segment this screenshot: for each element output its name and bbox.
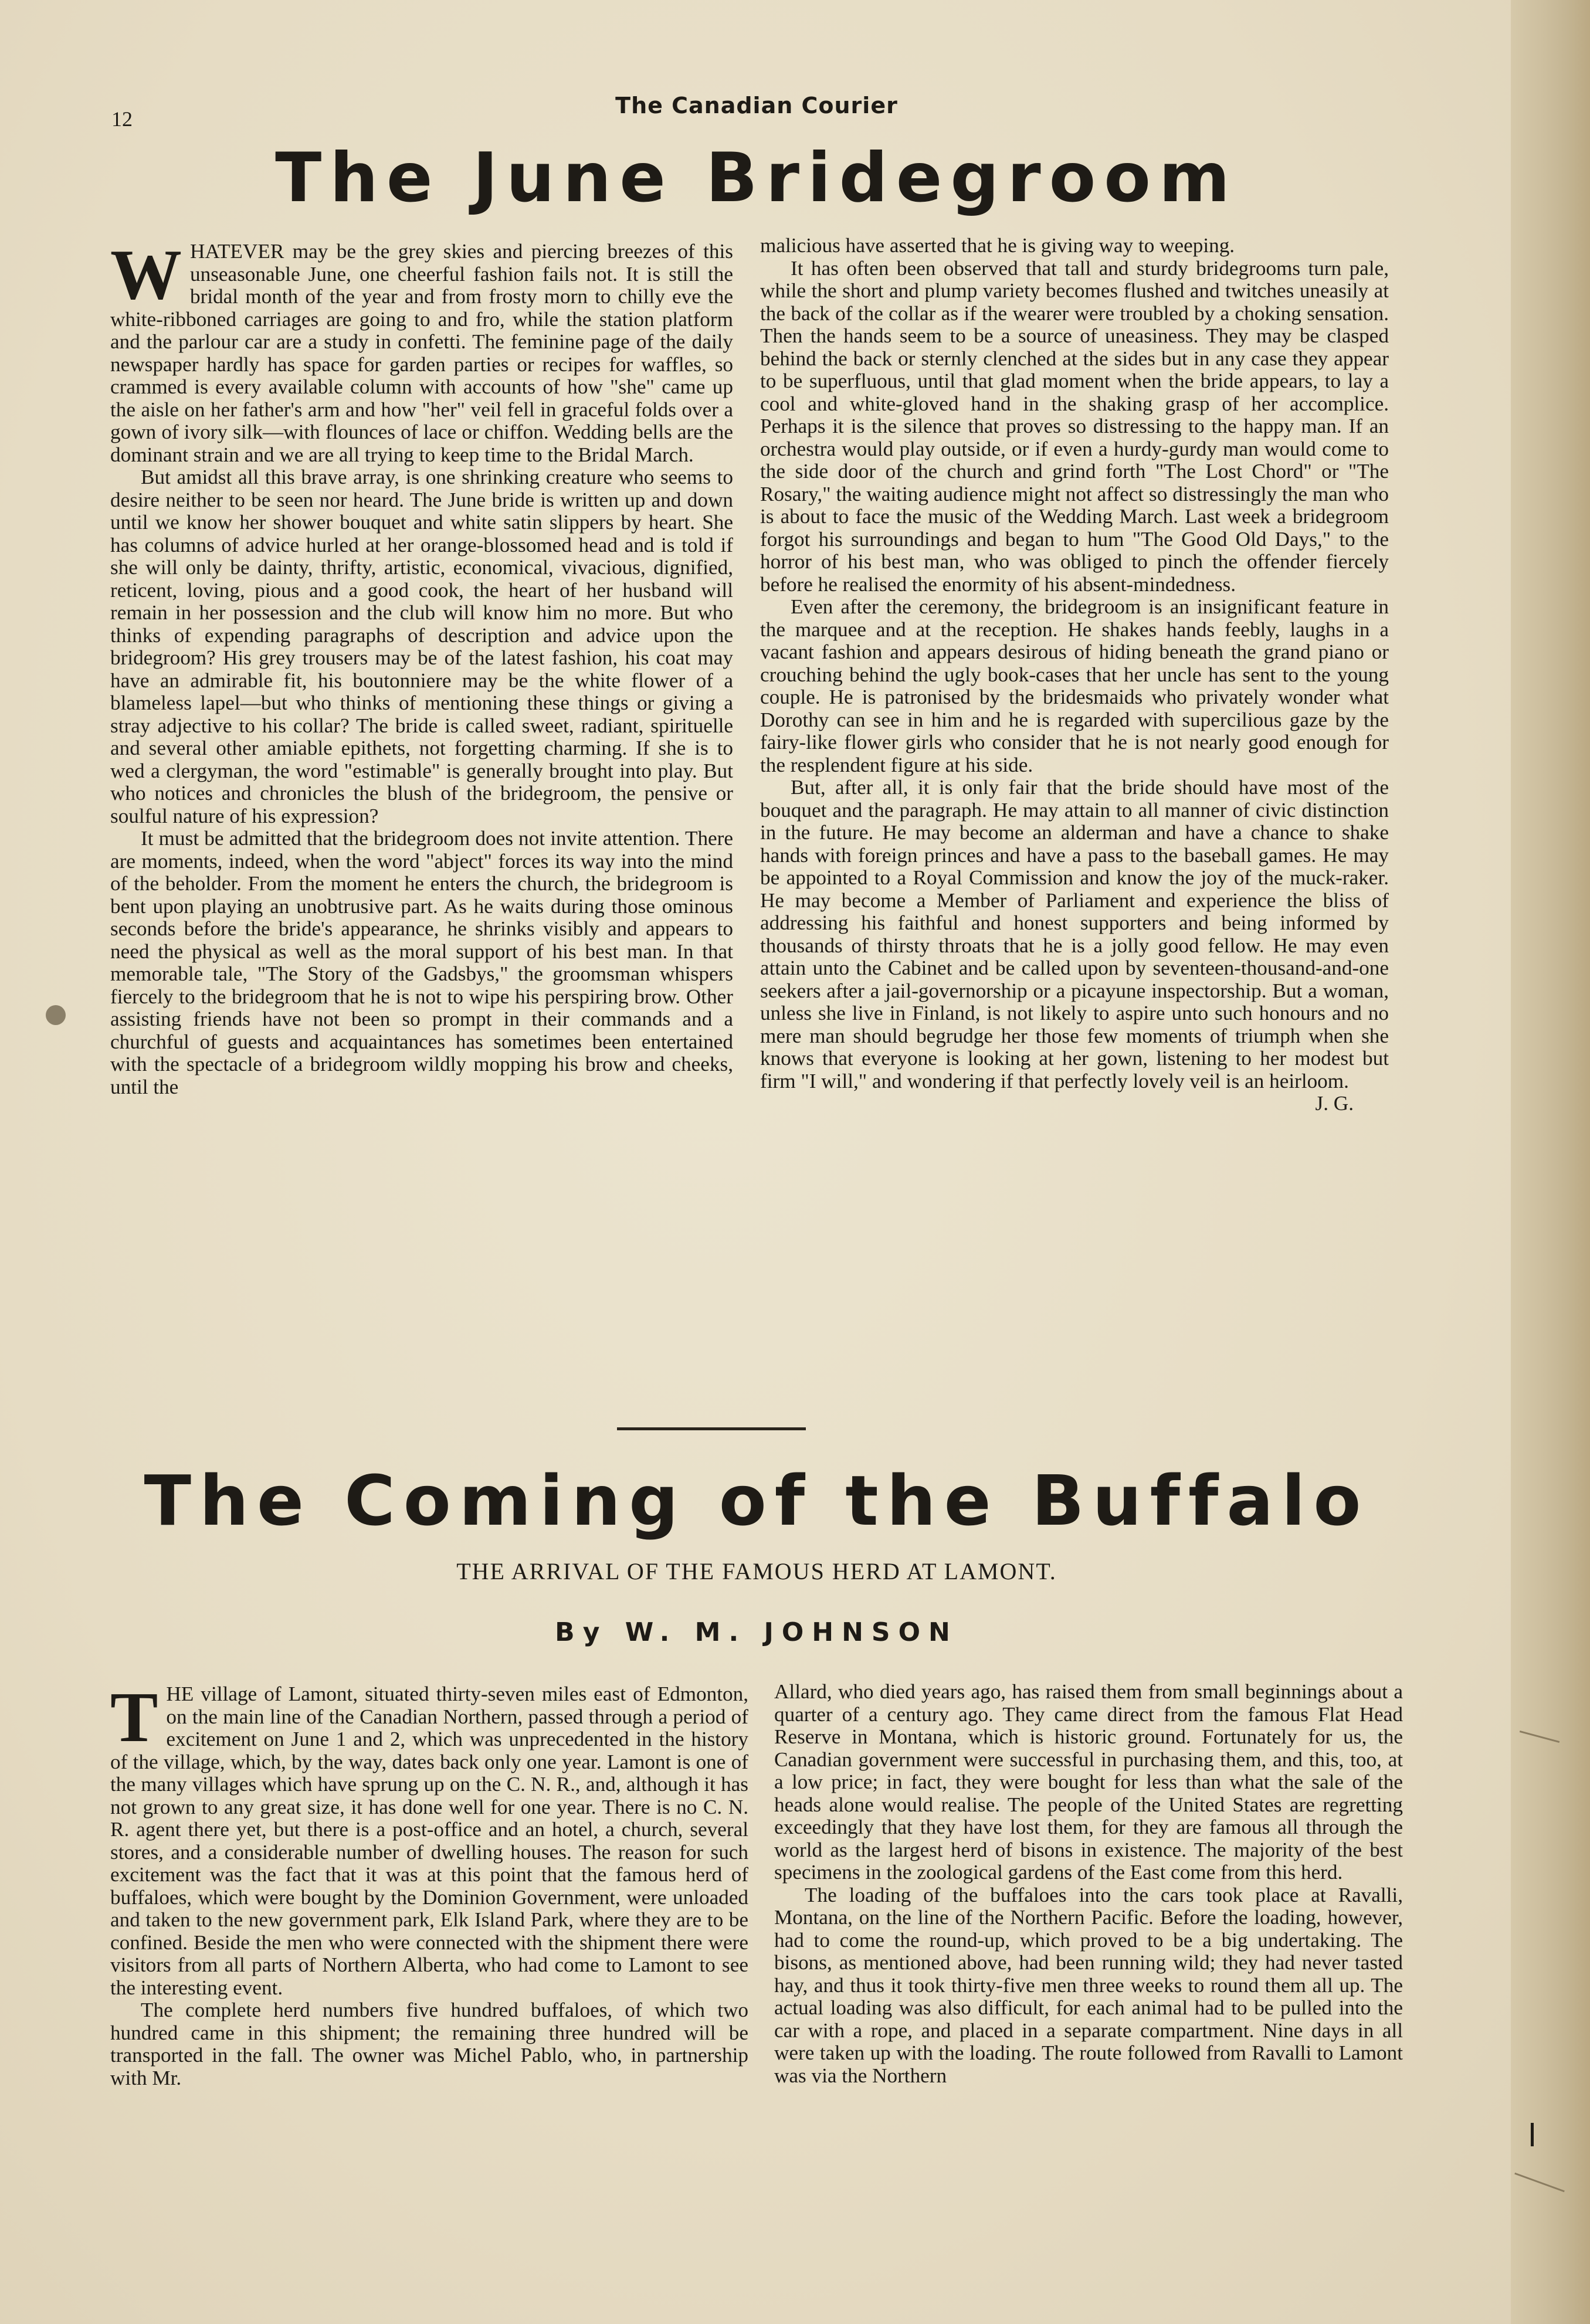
page-binding-edge — [1511, 0, 1590, 2324]
author-signature: J. G. — [1315, 1092, 1354, 1115]
article-column — [760, 235, 1389, 1115]
paragraph: It must be admitted that the bridegroom does not invite attention. There are moments, indeed, when the word "abject" forces its way into the mind of the beholder. From the moment he enters the church, the bridegroom is bent upon playing an unobtrusive part. As he waits during those ominous seconds before the bride's appearance, he shrinks visibly and appears to need the physical as well as the moral support of his best man. In that memorable tale, "The Story of the Gadsbys," the groomsman whispers fiercely to the bridegroom that he is not to wipe his perspiring brow. Other assisting friends have not been so prompt in their commands and a churchful of guests and acquaintances has sometimes been entertained with the spectacle of a bridegroom wildly mopping his brow and cheeks, until the — [110, 827, 733, 1098]
paragraph: The loading of the buffaloes into the cars took place at Ravalli, Montana, on the line of the Northern Pacific. Before the loading, however, had to come the round-up, which proved to be a big undertaking. The bisons, as mentioned above, had been running wild; they had never tasted hay, and thus it took thirty-five men three weeks to round them all up. The actual loading was also difficult, for each animal had to be pulled into the car with a rope, and placed in a separate compartment. Nine days in all were taken up with the loading. The route followed from Ravalli to Lamont was via the Northern — [774, 1883, 1403, 2087]
article-column — [110, 1678, 748, 2089]
paragraph: Even after the ceremony, the bridegroom is an insignificant feature in the marquee and at the reception. He shakes hands feebly, laughs in a vacant fashion and appears desirous of hiding beneath the grand piano or crouching behind the ugly book-cases that her uncle has sent to the young couple. He is patronised by the bridesmaids who privately wonder what Dorothy can see in him and he is regarded with supercilious gaze by the fairy-like flower girls who consider that he is not nearly good enough for the resplendent figure at his side. — [760, 595, 1389, 776]
edge-mark — [1531, 2123, 1534, 2146]
paragraph: THE village of Lamont, situated thirty-seven miles east of Edmonton, on the main line of the Canadian Northern, passed through a period of excitement on June 1 and 2, which was unprecedented in the history of the village, which, by the way, dates back only one year. Lamont is one of the many villages which have sprung up on the C. N. R., and, although it has not grown to any great size, it has done well for one year. There is no C. N. R. agent there yet, but there is a post-office and an hotel, a church, several stores, and a considerable number of dwelling houses. The reason for such excitement was the fact that it was at this point that the famous herd of buffaloes, which were bought by the Dominion Government, were unloaded and taken to the new government park, Elk Island Park, where they are to be confined. Beside the men who were connected with the shipment there were visitors from all parts of Northern Alberta, who had come to Lamont to see the interesting event. — [110, 1678, 748, 1999]
paragraph: It has often been observed that tall and sturdy bridegrooms turn pale, while the short and plump variety becomes flushed and twitches uneasily at the back of the collar as if the wearer were troubled by a choking sensation. Then the hands seem to be a source of uneasiness. They may be clasped behind the back or sternly clenched at the sides but in any case they appear to be superfluous, until that glad moment when the bride appears, to lay a cool and white-gloved hand in the shaking grasp of her accomplice. Perhaps it is the silence that proves so distressing to the happy man. If an orchestra would play outside, or if even a hurdy-gurdy man would come to the side door of the church and grind forth "The Lost Chord" or "The Rosary," the waiting audience might not affect so distressingly the man who is about to face the music of the Wedding March. Last week a bridegroom forgot his surroundings and began to hum "The Good Old Days," to the horror of his best man, who was obliged to pinch the offender fiercely before he realised the enormity of his absent-mindedness. — [760, 256, 1389, 596]
article-column — [774, 1681, 1403, 2087]
paragraph: But, after all, it is only fair that the bride should have most of the bouquet and the paragraph. He may attain to all manner of civic distinction in the future. He may become an alderman and have a chance to shake hands with foreign princes and have a pass to the baseball games. He may be appointed to a Royal Commission and know the joy of the muck-raker. He may become a Member of Parliament and experience the bliss of addressing his faithful and honest supporters and being informed by thousands of thirsty throats that he is a jolly good fellow. He may even attain unto the Cabinet and be called upon by seventeen-thousand-and-one seekers after a jail-governorship or a picayune inspectorship. But a woman, unless she live in Finland, is not likely to aspire unto such honours and no mere man should begrudge her those few moments of triumph when she knows that everyone is looking at her gown, listening to her modest but firm "I will," and wondering if that perfectly lovely veil is an heirloom. J. G. — [760, 776, 1389, 1115]
article-column — [110, 235, 733, 1098]
running-head: The Canadian Courier — [615, 93, 898, 118]
paragraph: malicious have asserted that he is giving way to weeping. — [760, 234, 1235, 257]
article-title: The Coming of the Buffalo — [144, 1460, 1369, 1541]
paragraph: But amidst all this brave array, is one shrinking creature who seems to desire neither to be seen nor heard. The June bride is written up and down until we know her shower bouquet and white satin slippers by heart. She has columns of advice hurled at her orange-blossomed head and is told if she will only be dainty, thrifty, artistic, economical, vivacious, dignified, reticent, loving, pious and a good cook, the heart of her husband will remain in her possession and the club will know him no more. But who thinks of expending paragraphs of description and advice upon the bridegroom? His grey trousers may be of the latest fashion, his coat may have an admirable fit, his boutonniere may be the white flower of a blameless lapel—but who thinks of mentioning these things or giving a stray adjective to his collar? The bride is called sweet, radiant, spirituelle and several other amiable epithets, not forgetting charming. If she is to wed a clergyman, the word "estimable" is generally brought into play. But who notices and chronicles the blush of the bridegroom, the pensive or soulful nature of his expression? — [110, 466, 733, 827]
binding-hole — [46, 1005, 66, 1025]
paragraph: Allard, who died years ago, has raised them from small beginnings about a quarter of a century ago. They came direct from the famous Flat Head Reserve in Montana, which is historic ground. Fortunately for us, the Canadian government were successful in purchasing them, and this, too, at a low price; in fact, they were bought for less than what the sale of the heads alone would realise. The people of the United States are regretting exceedingly that they have lost them, for they are famous all through the world as the largest herd of bisons in existence. The majority of the best specimens in the zoological gardens of the East come from this herd. — [774, 1680, 1403, 1884]
section-divider — [617, 1427, 806, 1430]
paragraph: WHATEVER may be the grey skies and piercing breezes of this unseasonable June, one cheerful fashion fails not. It is still the bridal month of the year and from frosty morn to chilly eve the white-ribboned carriages are going to and fro, while the station platform and the parlour car are a study in confetti. The feminine page of the daily newspaper hardly has space for garden parties or recipes for waffles, so crammed is every available column with accounts of how "she" came up the aisle on her father's arm and how "her" veil fell in graceful folds over a gown of ivory silk—with flounces of lace or chiffon. Wedding bells are the dominant strain and we are all trying to keep time to the Bridal March. — [110, 235, 733, 466]
article-title: The June Bridegroom — [275, 138, 1238, 218]
drop-cap: W — [110, 235, 182, 314]
byline: By W. M. JOHNSON — [555, 1617, 958, 1647]
article-subtitle: THE ARRIVAL OF THE FAMOUS HERD AT LAMONT. — [456, 1558, 1057, 1585]
page-number: 12 — [111, 107, 133, 131]
paragraph: The complete herd numbers five hundred buffaloes, of which two hundred came in this shipment; the remaining three hundred will be transported in the fall. The owner was Michel Pablo, who, in partnership with Mr. — [110, 1999, 748, 2089]
drop-cap: T — [110, 1678, 158, 1757]
